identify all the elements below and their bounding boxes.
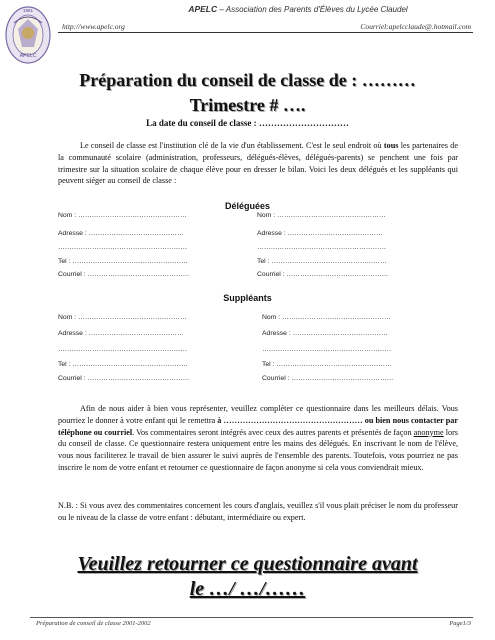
delegue1-adresse[interactable]: Adresse : …………………………………… xyxy=(58,230,184,237)
instructions-bold-contact: à …………………………………………… ou bien nous contacter par téléphone ou courriel xyxy=(58,415,459,437)
footer-divider xyxy=(30,617,473,618)
intro-text-1: Le conseil de classe est l'institution clé de la vie d'un établissement. C'est le seul endroit où xyxy=(80,141,384,150)
nb-paragraph: N.B. : Si vous avez des commentaires concernent les cours d'anglais, veuillez s'il vous plait préciser le nom du professeur ou le niveau de la classe de votre enfant : débutant, intermédiaire ou expert. xyxy=(58,501,458,522)
instructions-text-3: lors du conseil de classe. Ce questionnaire restera uniquement entre les mains des délégués. En inscrivant le nom de l'élève, vous nous faciliterez le travail de bien assurer le suivi auprès de l'ensemble des parents. Toutefois, vous pourriez ne pas inscrire le nom de votre enfant et retourner ce questionnaire de façon anonyme si cela vous conviendrait mieux. xyxy=(58,427,458,472)
header-title xyxy=(118,4,478,14)
delegue2-courriel[interactable]: Courriel : ……………………………………… xyxy=(257,271,389,278)
delegue2-nom[interactable]: Nom : ………………………………………… xyxy=(257,212,386,219)
delegue2-adresse-cont[interactable]: ………………………………………………… xyxy=(257,244,387,251)
delegue2-tel[interactable]: Tel : …………………………………………… xyxy=(257,258,387,265)
suppleant2-courriel[interactable]: Courriel : ……………………………………… xyxy=(262,375,394,382)
delegue1-nom[interactable]: Nom : ………………………………………… xyxy=(58,212,187,219)
suppleant1-adresse[interactable]: Adresse : …………………………………… xyxy=(58,330,184,337)
intro-bold-tous: tous xyxy=(383,141,399,150)
suppleant1-courriel[interactable]: Courriel : ……………………………………… xyxy=(58,375,190,382)
website-link[interactable]: http://www.apelc.org xyxy=(62,22,125,31)
date-line: La date du conseil de classe : ………………………… xyxy=(146,118,349,128)
delegue1-adresse-cont[interactable]: ………………………………………………… xyxy=(58,244,188,251)
instructions-anonyme: anonyme xyxy=(413,427,444,437)
suppleant2-adresse[interactable]: Adresse : …………………………………… xyxy=(262,330,388,337)
logo-year: 1991 xyxy=(22,8,34,13)
instructions-text-2: . Vos commentaires seront intégrés avec ceux des autres parents et présentés de façon xyxy=(132,427,414,437)
suppleant1-adresse-cont[interactable]: ………………………………………………… xyxy=(58,346,188,353)
delegue1-courriel[interactable]: Courriel : ……………………………………… xyxy=(58,271,190,278)
header-divider xyxy=(58,32,473,33)
delegue2-adresse[interactable]: Adresse : …………………………………… xyxy=(257,230,383,237)
instructions-paragraph xyxy=(58,403,458,474)
suppleant2-tel[interactable]: Tel : …………………………………………… xyxy=(262,361,392,368)
title-line-2: Trimestre # …. xyxy=(189,95,306,115)
footer-page-number: Page1/3 xyxy=(449,620,471,627)
suppleants-heading: Suppléants xyxy=(223,293,272,303)
delegues-heading: Déléguées xyxy=(224,201,271,211)
footer-doc-title: Préparation de conseil de classe 2001-2002 xyxy=(36,620,151,627)
intro-text-2: les partenaires de la communauté scolaire (administration, professeurs, délégués-élèves, délégués-parents) se penchent une fois par trimestre sur la situation scolaire de chaque élève pour en dresser le bilan. Voici les deux délégués et les suppléants qui peuvent siéger au conseil de classe : xyxy=(58,141,458,186)
association-full-name: – Association des Parents d'Élèves du Lycée Claudel xyxy=(219,5,408,14)
title-line-1: Préparation du conseil de classe de : ……… xyxy=(79,70,416,90)
email-link[interactable]: Courriel:apelcclaude@.hotmail.com xyxy=(360,22,471,31)
instructions-text-1: Afin de nous aider à bien vous représenter, veuillez compléter ce questionnaire dans les meilleurs délais. Vous pourriez le donner à votre enfant qui le remettra xyxy=(58,404,458,425)
apelc-logo xyxy=(4,3,52,65)
suppleant1-nom[interactable]: Nom : ………………………………………… xyxy=(58,314,187,321)
suppleant1-tel[interactable]: Tel : …………………………………………… xyxy=(58,361,188,368)
suppleant2-nom[interactable]: Nom : ………………………………………… xyxy=(262,314,391,321)
suppleant2-adresse-cont[interactable]: ………………………………………………… xyxy=(262,346,392,353)
logo-text: APELC xyxy=(19,53,37,59)
association-acronym: APELC xyxy=(188,4,218,14)
delegue1-tel[interactable]: Tel : …………………………………………… xyxy=(58,258,188,265)
return-deadline-line-2: le …/ …/…… xyxy=(189,578,306,600)
intro-paragraph xyxy=(58,140,458,187)
return-deadline-line-1: Veuillez retourner ce questionnaire avant xyxy=(77,553,418,575)
